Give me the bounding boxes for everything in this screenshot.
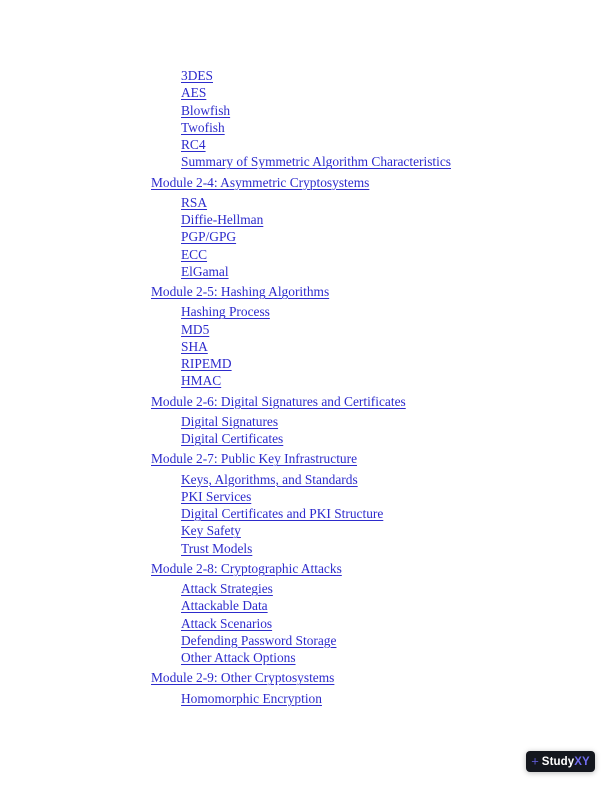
- toc-item-link[interactable]: Summary of Symmetric Algorithm Characteristics: [181, 154, 451, 170]
- toc-item-link[interactable]: RC4: [181, 137, 206, 152]
- toc-item-row: [181, 580, 451, 597]
- toc-item-row: [181, 372, 451, 389]
- toc-item-row: [181, 632, 451, 649]
- toc-section: [151, 560, 451, 667]
- toc-section: [151, 393, 451, 448]
- plus-icon: +: [531, 753, 539, 769]
- toc-item-link[interactable]: Digital Certificates: [181, 431, 284, 446]
- studyxy-badge[interactable]: [526, 751, 595, 772]
- brand-accent: XY: [574, 755, 590, 768]
- toc-item-link[interactable]: AES: [181, 85, 207, 101]
- toc-item-row: [181, 67, 451, 84]
- toc-item-row: [181, 153, 451, 170]
- toc-item-link[interactable]: Hashing Process: [181, 304, 270, 320]
- brand-text: [542, 756, 590, 768]
- toc-item-row: [181, 488, 451, 505]
- toc-item-row: [181, 615, 451, 632]
- toc-item-link[interactable]: ElGamal: [181, 263, 229, 279]
- toc-item-row: [181, 597, 451, 614]
- toc-item-link[interactable]: PGP/GPG: [181, 229, 237, 245]
- toc-item-row: [181, 84, 451, 101]
- toc-item-row: [181, 194, 451, 211]
- toc-item-link[interactable]: 3DES: [181, 68, 213, 83]
- toc-item-row: [181, 649, 451, 666]
- toc-item-row: [181, 471, 451, 488]
- toc-item-link[interactable]: Attack Scenarios: [181, 615, 273, 631]
- toc-item-link[interactable]: RSA: [181, 194, 208, 210]
- toc-item-row: [181, 540, 451, 557]
- toc-item-link[interactable]: SHA: [181, 338, 208, 354]
- toc-item-row: [181, 211, 451, 228]
- module-row: [151, 450, 451, 467]
- toc-item-row: [181, 119, 451, 136]
- toc-item-row: [181, 228, 451, 245]
- toc-item-link[interactable]: RIPEMD: [181, 356, 232, 371]
- toc-item-link[interactable]: Attackable Data: [181, 598, 268, 614]
- module-link[interactable]: Module 2-9: Other Cryptosystems: [151, 670, 335, 686]
- toc-item-link[interactable]: Keys, Algorithms, and Standards: [181, 471, 358, 487]
- toc: [151, 67, 451, 707]
- toc-item-row: [181, 321, 451, 338]
- module-row: [151, 283, 451, 300]
- module-row: [151, 669, 451, 686]
- toc-item-row: [181, 338, 451, 355]
- toc-item-link[interactable]: Other Attack Options: [181, 650, 296, 665]
- toc-section: [151, 67, 451, 171]
- module-link[interactable]: Module 2-7: Public Key Infrastructure: [151, 451, 358, 467]
- toc-item-row: [181, 430, 451, 447]
- toc-item-row: [181, 505, 451, 522]
- toc-item-link[interactable]: Twofish: [181, 119, 225, 135]
- toc-item-link[interactable]: Digital Signatures: [181, 413, 279, 429]
- toc-item-link[interactable]: Defending Password Storage: [181, 632, 337, 648]
- toc-item-link[interactable]: Diffie-Hellman: [181, 212, 264, 227]
- toc-section: [151, 450, 451, 557]
- toc-item-row: [181, 303, 451, 320]
- module-link[interactable]: Module 2-4: Asymmetric Cryptosystems: [151, 174, 370, 190]
- toc-item-row: [181, 263, 451, 280]
- toc-item-link[interactable]: Attack Strategies: [181, 581, 273, 596]
- module-link[interactable]: Module 2-6: Digital Signatures and Certificates: [151, 393, 406, 409]
- toc-item-link[interactable]: Homomorphic Encryption: [181, 690, 322, 706]
- toc-section: [151, 669, 451, 707]
- toc-item-link[interactable]: Trust Models: [181, 540, 253, 556]
- toc-item-link[interactable]: MD5: [181, 321, 210, 337]
- toc-section: [151, 283, 451, 390]
- module-row: [151, 393, 451, 410]
- module-link[interactable]: Module 2-8: Cryptographic Attacks: [151, 560, 342, 576]
- module-link[interactable]: Module 2-5: Hashing Algorithms: [151, 284, 330, 299]
- toc-section: [151, 174, 451, 281]
- toc-item-row: [181, 355, 451, 372]
- toc-item-row: [181, 690, 451, 707]
- toc-item-link[interactable]: PKI Services: [181, 488, 252, 504]
- toc-item-link[interactable]: HMAC: [181, 373, 222, 389]
- toc-item-row: [181, 246, 451, 263]
- toc-item-row: [181, 136, 451, 153]
- toc-item-row: [181, 413, 451, 430]
- toc-item-link[interactable]: Digital Certificates and PKI Structure: [181, 506, 384, 521]
- toc-item-link[interactable]: Blowfish: [181, 102, 231, 118]
- module-row: [151, 174, 451, 191]
- toc-item-link[interactable]: Key Safety: [181, 523, 241, 539]
- toc-item-row: [181, 522, 451, 539]
- module-row: [151, 560, 451, 577]
- toc-item-link[interactable]: ECC: [181, 246, 208, 262]
- brand-primary: Study: [541, 755, 575, 768]
- toc-item-row: [181, 102, 451, 119]
